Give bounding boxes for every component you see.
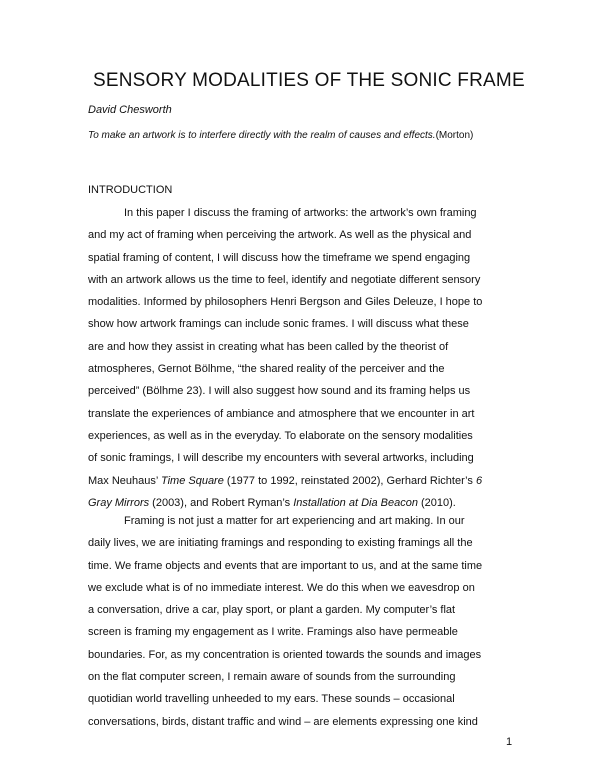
text-line: Gray Mirrors (2003), and Robert Ryman’s Installation at Dia Beacon (2010). (88, 496, 456, 509)
text-line: translate the experiences of ambiance and atmosphere that we encounter in art (88, 407, 475, 420)
text-line: conversations, birds, distant traffic and wind – are elements expressing one kind (88, 715, 478, 728)
text-line: time. We frame objects and events that are important to us, and at the same time (88, 559, 483, 572)
text-line: atmospheres, Gernot Bölhme, “the shared reality of the perceiver and the (88, 363, 445, 376)
text-line: we exclude what is of no immediate interest. We do this when we eavesdrop on (88, 581, 475, 594)
text-line: on the flat computer screen, I remain aware of sounds from the surrounding (88, 671, 456, 684)
artwork-title-6-gray-mirrors-part2: Gray Mirrors (88, 496, 150, 509)
author-name: David Chesworth (88, 104, 172, 116)
epigraph-quote: To make an artwork is to interfere directly with the realm of causes and effects. (88, 130, 436, 141)
text-line: of sonic framings, I will describe my encounters with several artworks, including (88, 452, 474, 465)
text-line: Max Neuhaus’ Time Square (1977 to 1992, reinstated 2002), Gerhard Richter’s 6 (88, 474, 483, 487)
text-line: experiences, as well as in the everyday. To elaborate on the sensory modalities (88, 429, 473, 442)
text-line: screen is framing my engagement as I write. Framings also have permeable (88, 626, 458, 639)
text-line: with an artwork allows us the time to feel, identify and negotiate different sensory (88, 273, 481, 286)
text-line: a conversation, drive a car, play sport, or plant a garden. My computer’s flat (88, 604, 456, 617)
epigraph-attribution: (Morton) (435, 130, 474, 141)
text-line: and my act of framing when perceiving the artwork. As well as the physical and (88, 229, 472, 242)
text-line: spatial framing of content, I will discuss how the timeframe we spend engaging (88, 251, 471, 264)
epigraph (88, 130, 528, 141)
text-line: boundaries. For, as my concentration is oriented towards the sounds and images (88, 648, 482, 661)
page-number: 1 (506, 736, 513, 748)
artwork-title-installation-at-dia-beacon: Installation at Dia Beacon (293, 496, 418, 509)
text-line: show how artwork framings can include sonic frames. I will discuss what these (88, 318, 469, 331)
text-line: perceived” (Bölhme 23). I will also suggest how sound and its framing helps us (88, 385, 471, 398)
artwork-title-6-gray-mirrors-part1: 6 (475, 474, 483, 487)
text-line: In this paper I discuss the framing of artworks: the artwork’s own framing (124, 207, 477, 219)
text-line: quotidian world travelling unheeded to my ears. These sounds – occasional (88, 693, 455, 706)
artwork-title-time-square: Time Square (160, 474, 224, 487)
text-line: are and how they assist in creating what has been called by the theorist of (88, 340, 449, 353)
paragraph-1 (88, 202, 520, 514)
section-heading: INTRODUCTION (88, 184, 173, 196)
text-line: modalities. Informed by philosophers Henri Bergson and Giles Deleuze, I hope to (88, 296, 483, 309)
paragraph-2 (88, 510, 520, 733)
text-line: daily lives, we are initiating framings and responding to existing framings all the (88, 537, 473, 550)
paper-title: SENSORY MODALITIES OF THE SONIC FRAME (93, 70, 525, 91)
text-line: Framing is not just a matter for art experiencing and art making. In our (124, 515, 465, 527)
